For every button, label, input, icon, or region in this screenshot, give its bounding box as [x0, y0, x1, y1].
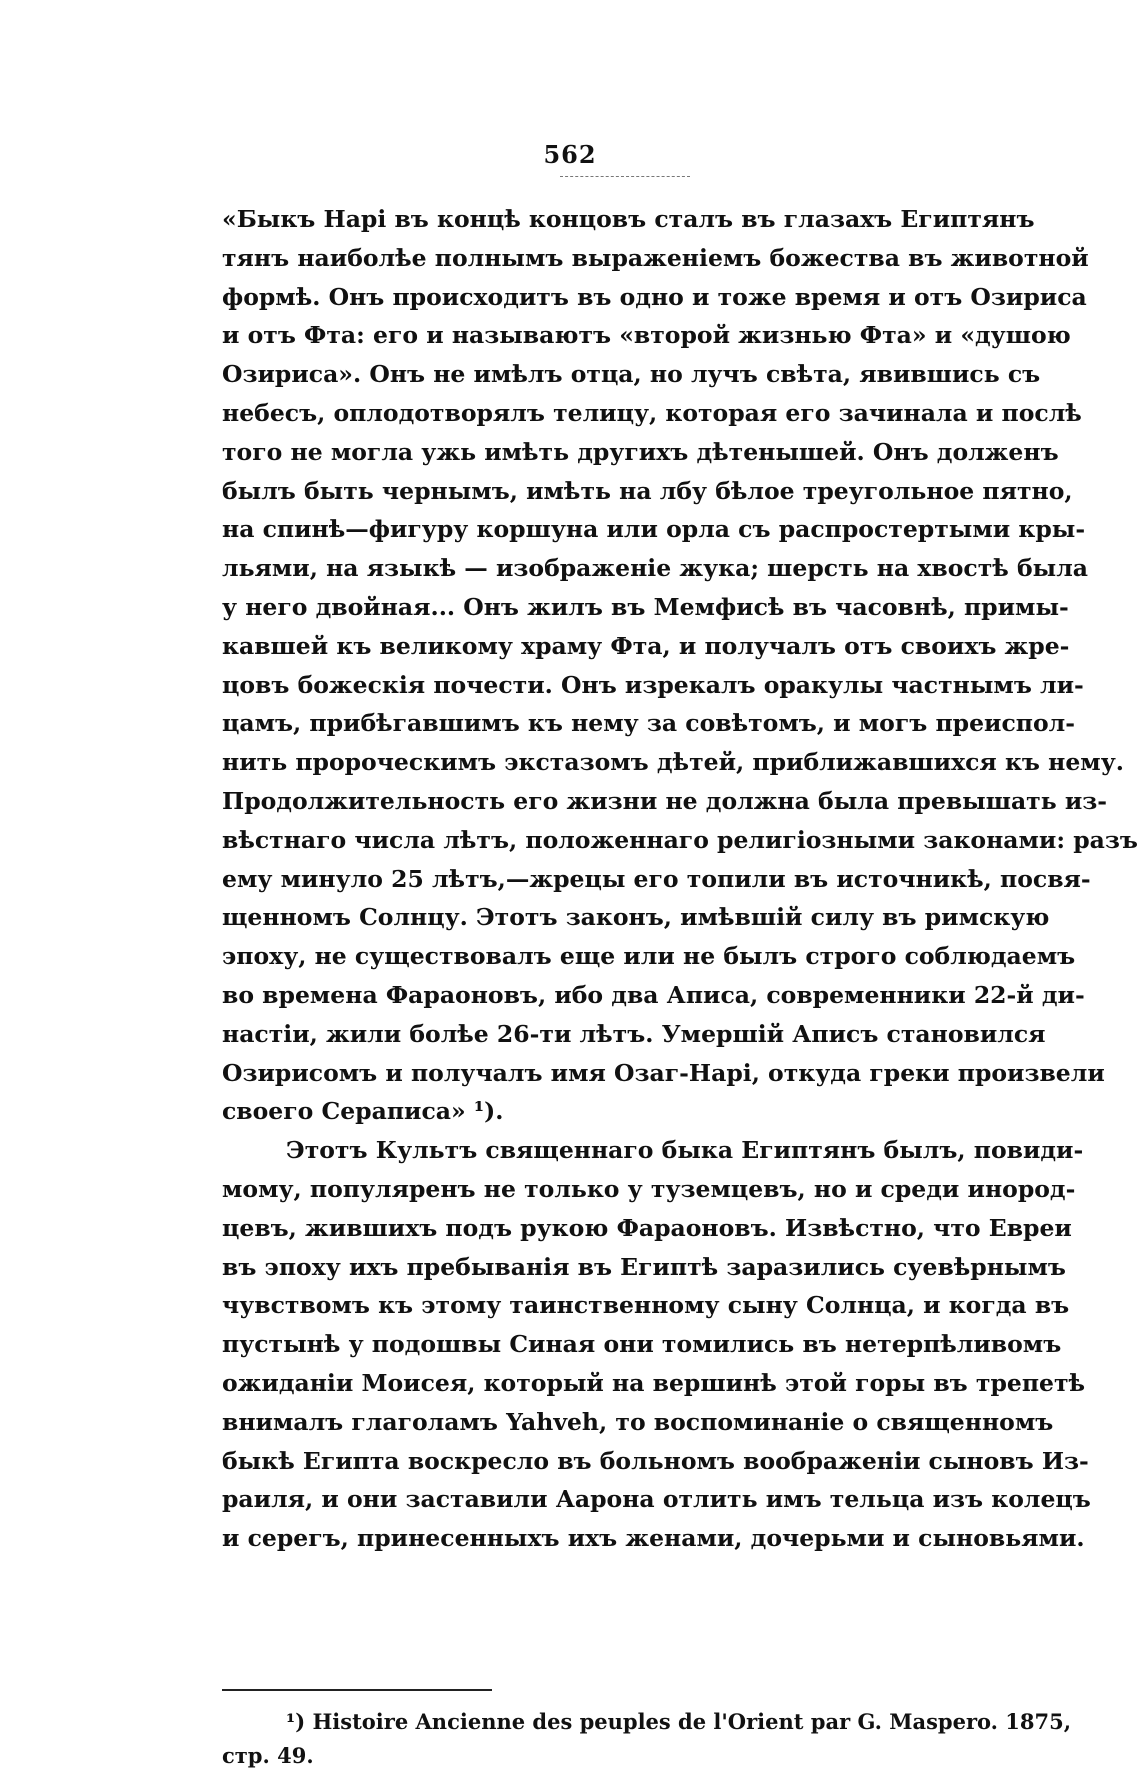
- text-line: быкѣ Египта воскресло въ больномъ воображеніи сыновъ Из-: [222, 1446, 1089, 1475]
- footnote-line: ¹) Histoire Ancienne des peuples de l'Orient par G. Maspero. 1875,: [286, 1709, 1072, 1734]
- text-line: пустынѣ у подошвы Синая они томились въ нетерпѣливомъ: [222, 1330, 1062, 1359]
- text-line: «Быкъ Нарі въ концѣ концовъ сталъ въ глазахъ Египтянъ: [222, 205, 1035, 233]
- text-line: небесъ, оплодотворялъ телицу, которая его зачинала и послѣ: [222, 398, 1082, 427]
- text-line: внималъ глаголамъ Yahveh, то воспоминаніе о священномъ: [222, 1407, 1054, 1436]
- text-line: Озирисомъ и получалъ имя Озаг-Нарі, откуда греки произвели: [222, 1058, 1105, 1087]
- text-line: былъ быть чернымъ, имѣть на лбу бѣлое треугольное пятно,: [222, 476, 1073, 505]
- text-line: того не могла ужь имѣть другихъ дѣтенышей. Онъ долженъ: [222, 437, 1059, 466]
- text-line: эпоху, не существовалъ еще или не былъ строго соблюдаемъ: [222, 942, 1076, 971]
- text-line: Этотъ Культъ священнаго быка Египтянъ былъ, повиди-: [286, 1136, 1084, 1165]
- text-line: вѣстнаго числа лѣтъ, положеннаго религіозными законами: разъ: [222, 825, 1138, 854]
- text-line: ему минуло 25 лѣтъ,—жрецы его топили въ источникѣ, посвя-: [222, 864, 1091, 893]
- footnote-line: стр. 49.: [222, 1743, 314, 1768]
- text-line: ожиданіи Моисея, который на вершинѣ этой горы въ трепетѣ: [222, 1368, 1086, 1397]
- text-line: нить пророческимъ экстазомъ дѣтей, приближавшихся къ нему.: [222, 748, 1124, 777]
- text-line: Озириса». Онъ не имѣлъ отца, но лучъ свѣта, явившись съ: [222, 360, 1041, 389]
- page-number: 562: [543, 140, 597, 169]
- text-line: цевъ, жившихъ подъ рукою Фараоновъ. Извѣстно, что Евреи: [222, 1213, 1072, 1242]
- body-text: [222, 200, 1138, 1558]
- text-line: кавшей къ великому храму Фта, и получалъ отъ своихъ жре-: [222, 631, 1070, 660]
- footnote-rule: [222, 1689, 492, 1691]
- text-line: во времена Фараоновъ, ибо два Аписа, современники 22-й ди-: [222, 980, 1085, 1009]
- text-line: тянъ наиболѣе полнымъ выраженіемъ божества въ животной: [222, 243, 1089, 272]
- text-line: льями, на языкѣ — изображеніе жука; шерсть на хвостѣ была: [222, 554, 1089, 583]
- text-line: раиля, и они заставили Аарона отлить имъ тельца изъ колецъ: [222, 1485, 1091, 1514]
- text-line: своего Сераписа» ¹).: [222, 1097, 504, 1126]
- text-line: въ эпоху ихъ пребыванія въ Египтѣ заразились суевѣрнымъ: [222, 1252, 1066, 1281]
- text-line: на спинѣ—фигуру коршуна или орла съ распростертыми кры-: [222, 515, 1086, 544]
- text-line: мому, популяренъ не только у туземцевъ, но и среди инород-: [222, 1174, 1076, 1203]
- page-number-rule: [560, 176, 690, 177]
- text-line: и отъ Фта: его и называютъ «второй жизнью Фта» и «душою: [222, 321, 1071, 350]
- text-line: Продолжительность его жизни не должна была превышать из-: [222, 786, 1108, 815]
- text-line: цовъ божескія почести. Онъ изрекалъ оракулы частнымъ ли-: [222, 670, 1084, 699]
- text-line: щенномъ Солнцу. Этотъ законъ, имѣвшій силу въ римскую: [222, 903, 1050, 932]
- text-line: у него двойная... Онъ жилъ въ Мемфисѣ въ часовнѣ, примы-: [222, 592, 1069, 621]
- text-line: и серегъ, принесенныхъ ихъ женами, дочерьми и сыновьями.: [222, 1524, 1085, 1553]
- text-line: цамъ, прибѣгавшимъ къ нему за совѣтомъ, и могъ преиспол-: [222, 709, 1075, 738]
- text-line: формѣ. Онъ происходитъ въ одно и тоже время и отъ Озириса: [222, 282, 1087, 311]
- text-line: настіи, жили болѣе 26-ти лѣтъ. Умершій Аписъ становился: [222, 1019, 1046, 1048]
- text-line: чувствомъ къ этому таинственному сыну Солнца, и когда въ: [222, 1291, 1070, 1320]
- footnote: [222, 1705, 1072, 1773]
